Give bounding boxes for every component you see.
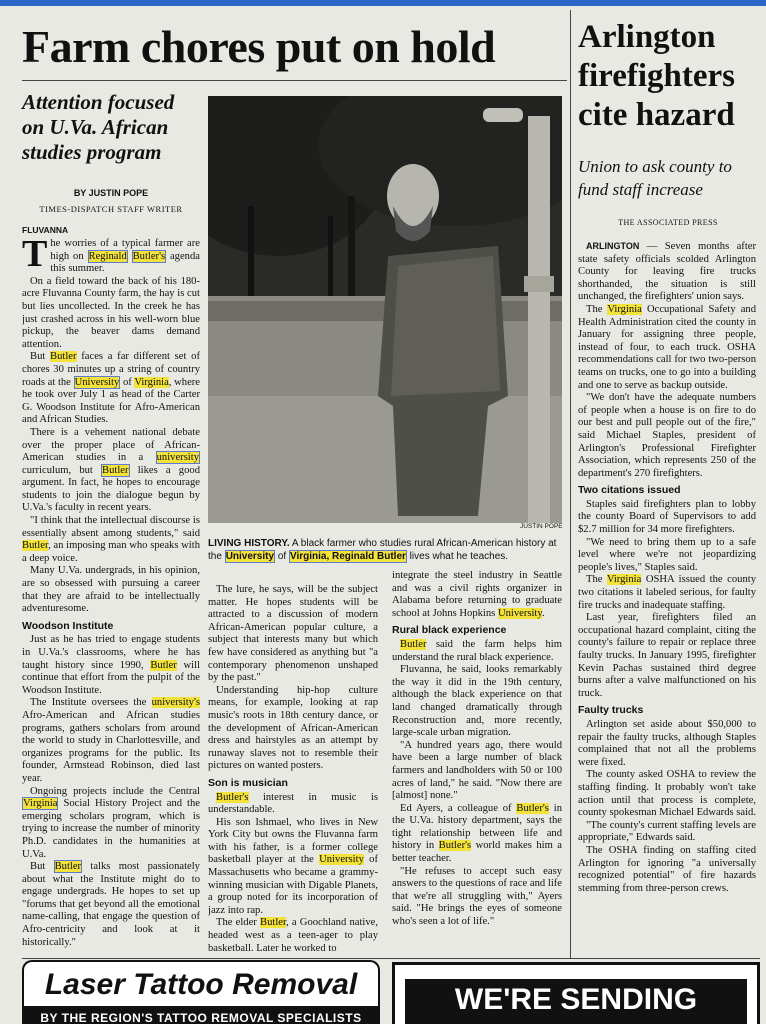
byline-org: TIMES-DISPATCH STAFF WRITER [39, 204, 183, 214]
tattoo-ad[interactable] [22, 960, 380, 1024]
main-column-2: The lure, he says, will be the subject matter. He hopes students will be attracted to a discussion of modern African-American popular culture, a subject that interests many but which few have considered as anything but "a contemporary phenomenon unshaped by the past." Understanding hip-hop culture means, for example, looking at rap music's roots in 18th century dance, or the development of African-American dress and hairstyles as an attempt by runaway slaves not to resemble their pictures on wanted posters. Son is musician Butler's interest in music is understandable. His son Ishmael, who lives in New York City but owns the Fluvanna farm with his father, is a former college basketball player at the University of Massachusetts who became a grammy-winning musician with Digable Planets, a group noted for its incorporation of jazz into rap. The elder Butler, a Goochland native, headed west as a teen-ager to play basketball. Later he worked to [208, 584, 378, 954]
drop-cap: T [22, 238, 48, 275]
headline-rule [22, 80, 567, 81]
top-bar [0, 0, 766, 6]
subhead-citations: Two citations issued [578, 484, 681, 497]
tattoo-ad-tagline: BY THE REGION'S TATTOO REMOVAL SPECIALISTS [24, 1006, 378, 1024]
subhead-son: Son is musician [208, 776, 288, 789]
side-source: THE ASSOCIATED PRESS [618, 218, 718, 227]
sending-ad[interactable] [392, 962, 760, 1024]
main-deck: Attention focused on U.Va. African studies program [22, 90, 175, 164]
photo-caption: LIVING HISTORY. A black farmer who studies rural African-American history at the University of Virginia, Reginald Butler lives what he teaches. [208, 538, 557, 562]
column-divider [570, 10, 571, 958]
main-headline: Farm chores put on hold [22, 21, 496, 72]
subhead-faulty: Faulty trucks [578, 704, 644, 717]
side-headline: Arlington firefighters cite hazard [578, 19, 735, 133]
sending-ad-text: WE'RE SENDING [405, 979, 747, 1024]
subhead-woodson: Woodson Institute [22, 619, 114, 632]
side-deck: Union to ask county to fund staff increase [578, 157, 732, 199]
tattoo-ad-title: Laser Tattoo Removal [44, 968, 358, 1001]
main-column-3: integrate the steel industry in Seattle and was a civil rights organizer in Alabama before returning to graduate school at Johns Hopkins University. Rural black experience Butler said the farm helps him understand the rural black experience. Fluvanna, he said, looks remarkably the way it did in the 19th century, although the black experience on that land changed dramatically through Reconstruction and, more recently, large-scale urban migration. "A hundred years ago, there would have been a large number of black farmers and landholders with 50 or 100 acres of land," he said. "Now there are [almost] none." Ed Ayers, a colleague of Butler's in the U.Va. history department, says the tight relationship between life and history in Butler's world makes him a better teacher. "He refuses to accept such easy answers to the questions of race and life that we're all struggling with," Ayers said. "He brings the eyes of someone who's seen a lot of life." [392, 570, 562, 928]
subhead-rural: Rural black experience [392, 624, 507, 637]
byline: BY JUSTIN POPE [73, 188, 149, 198]
story-photo [208, 96, 562, 523]
dateline: FLUVANNA [22, 225, 69, 235]
main-column-1: The worries of a typical farmer are high on Reginald Butler's agenda this summer. On a field toward the back of his 180-acre Fluvanna County farm, the hay is cut but lies uncollected. In the creek he has just crashed across in his well-worn blue pickup, the beaver dams demand attention. But Butler faces a far different set of chores 30 minutes up a string of country roads at the University of Virginia, where he took over July 1 as head of the Carter G. Woodson Institute for Afro-American and African Studies. There is a vehement national debate over the proper place of African-American studies in a university curriculum, but Butler likes a good argument. In fact, he hopes to encourage students to join the dialogue begun by U.Va.'s faculty in recent years. "I think that the intellectual discourse is essentially absent among students," said Butler, an imposing man who speaks with a deep voice. Many U.Va. undergrads, in his opinion, are so obsessed with pursuing a career that they are afraid to be intellectually adventuresome. Woodson Institute Just as he has tried to engage students in U.Va.'s classrooms, where he has taught history since 1990, Butler will continue that effort from the pulpit of the Woodson Institute. The Institute oversees the university's Afro-American and African studies programs, gathers scholars from around the world to study in Charlottesville, and organizes programs for the public. Its founder, Armstead Robinson, died last year. Ongoing projects include the Central Virginia Social History Project and the emerging scholars program, which is trying to increase the number of minority Ph.D. candidates in the humanities at U.Va. But Butler talks most passionately about what the Institute might do to engage undergrads. He hopes to set up "forums that get beyond all the emotional name-calling, that engage the question of Afro-centricity and look at it historically." [22, 238, 200, 948]
photo-credit: JUSTIN POPE [520, 523, 563, 530]
side-column: ARLINGTON — Seven months after state safety officials scolded Arlington County for leaving fire trucks shorthanded, the situation is still unchanged, the firefighters' union says. The Virginia Occupational Safety and Health Administration cited the county in January for assigning three people, instead of four, to each truck. OSHA recommendations call for two two-person teams on trucks, one to go into a building and one to serve as backup outside. "We don't have the adequate numbers of people when a house is on fire to do our best and pull people out of the fire," said Michael Staples, president of Arlington's Professional Firefighter Association, which represents 250 of the department's 270 firefighters. Two citations issued Staples said firefighters plan to lobby the county Board of Supervisors to add $2.7 million for 34 more firefighters. "We need to bring them up to a safe level where we're not jeopardizing people's lives," Staples said. The Virginia OSHA issued the county two citations it labeled serious, for faulty fire trucks and inadequate staffing. Last year, firefighters filed an occupational hazard complaint, citing the county's failure to repair or replace three faulty trucks. In January 1995, firefighter Kevin Pachas sustained third degree burns after a valve malfunctioned on his truck. Faulty trucks Arlington set aside about $50,000 to repair the faulty trucks, although Staples complained that not all the problems were fixed. The county asked OSHA to review the staffing finding. It probably won't take action until that process is complete, county spokesman Michael Edwards said. "The county's current staffing levels are appropriate," Edwards said. The OSHA finding on staffing cited Arlington for ignoring "a universally recognized potential" of fire hazards stemming from three-person crews. [578, 241, 756, 894]
footer-rule [22, 958, 760, 959]
